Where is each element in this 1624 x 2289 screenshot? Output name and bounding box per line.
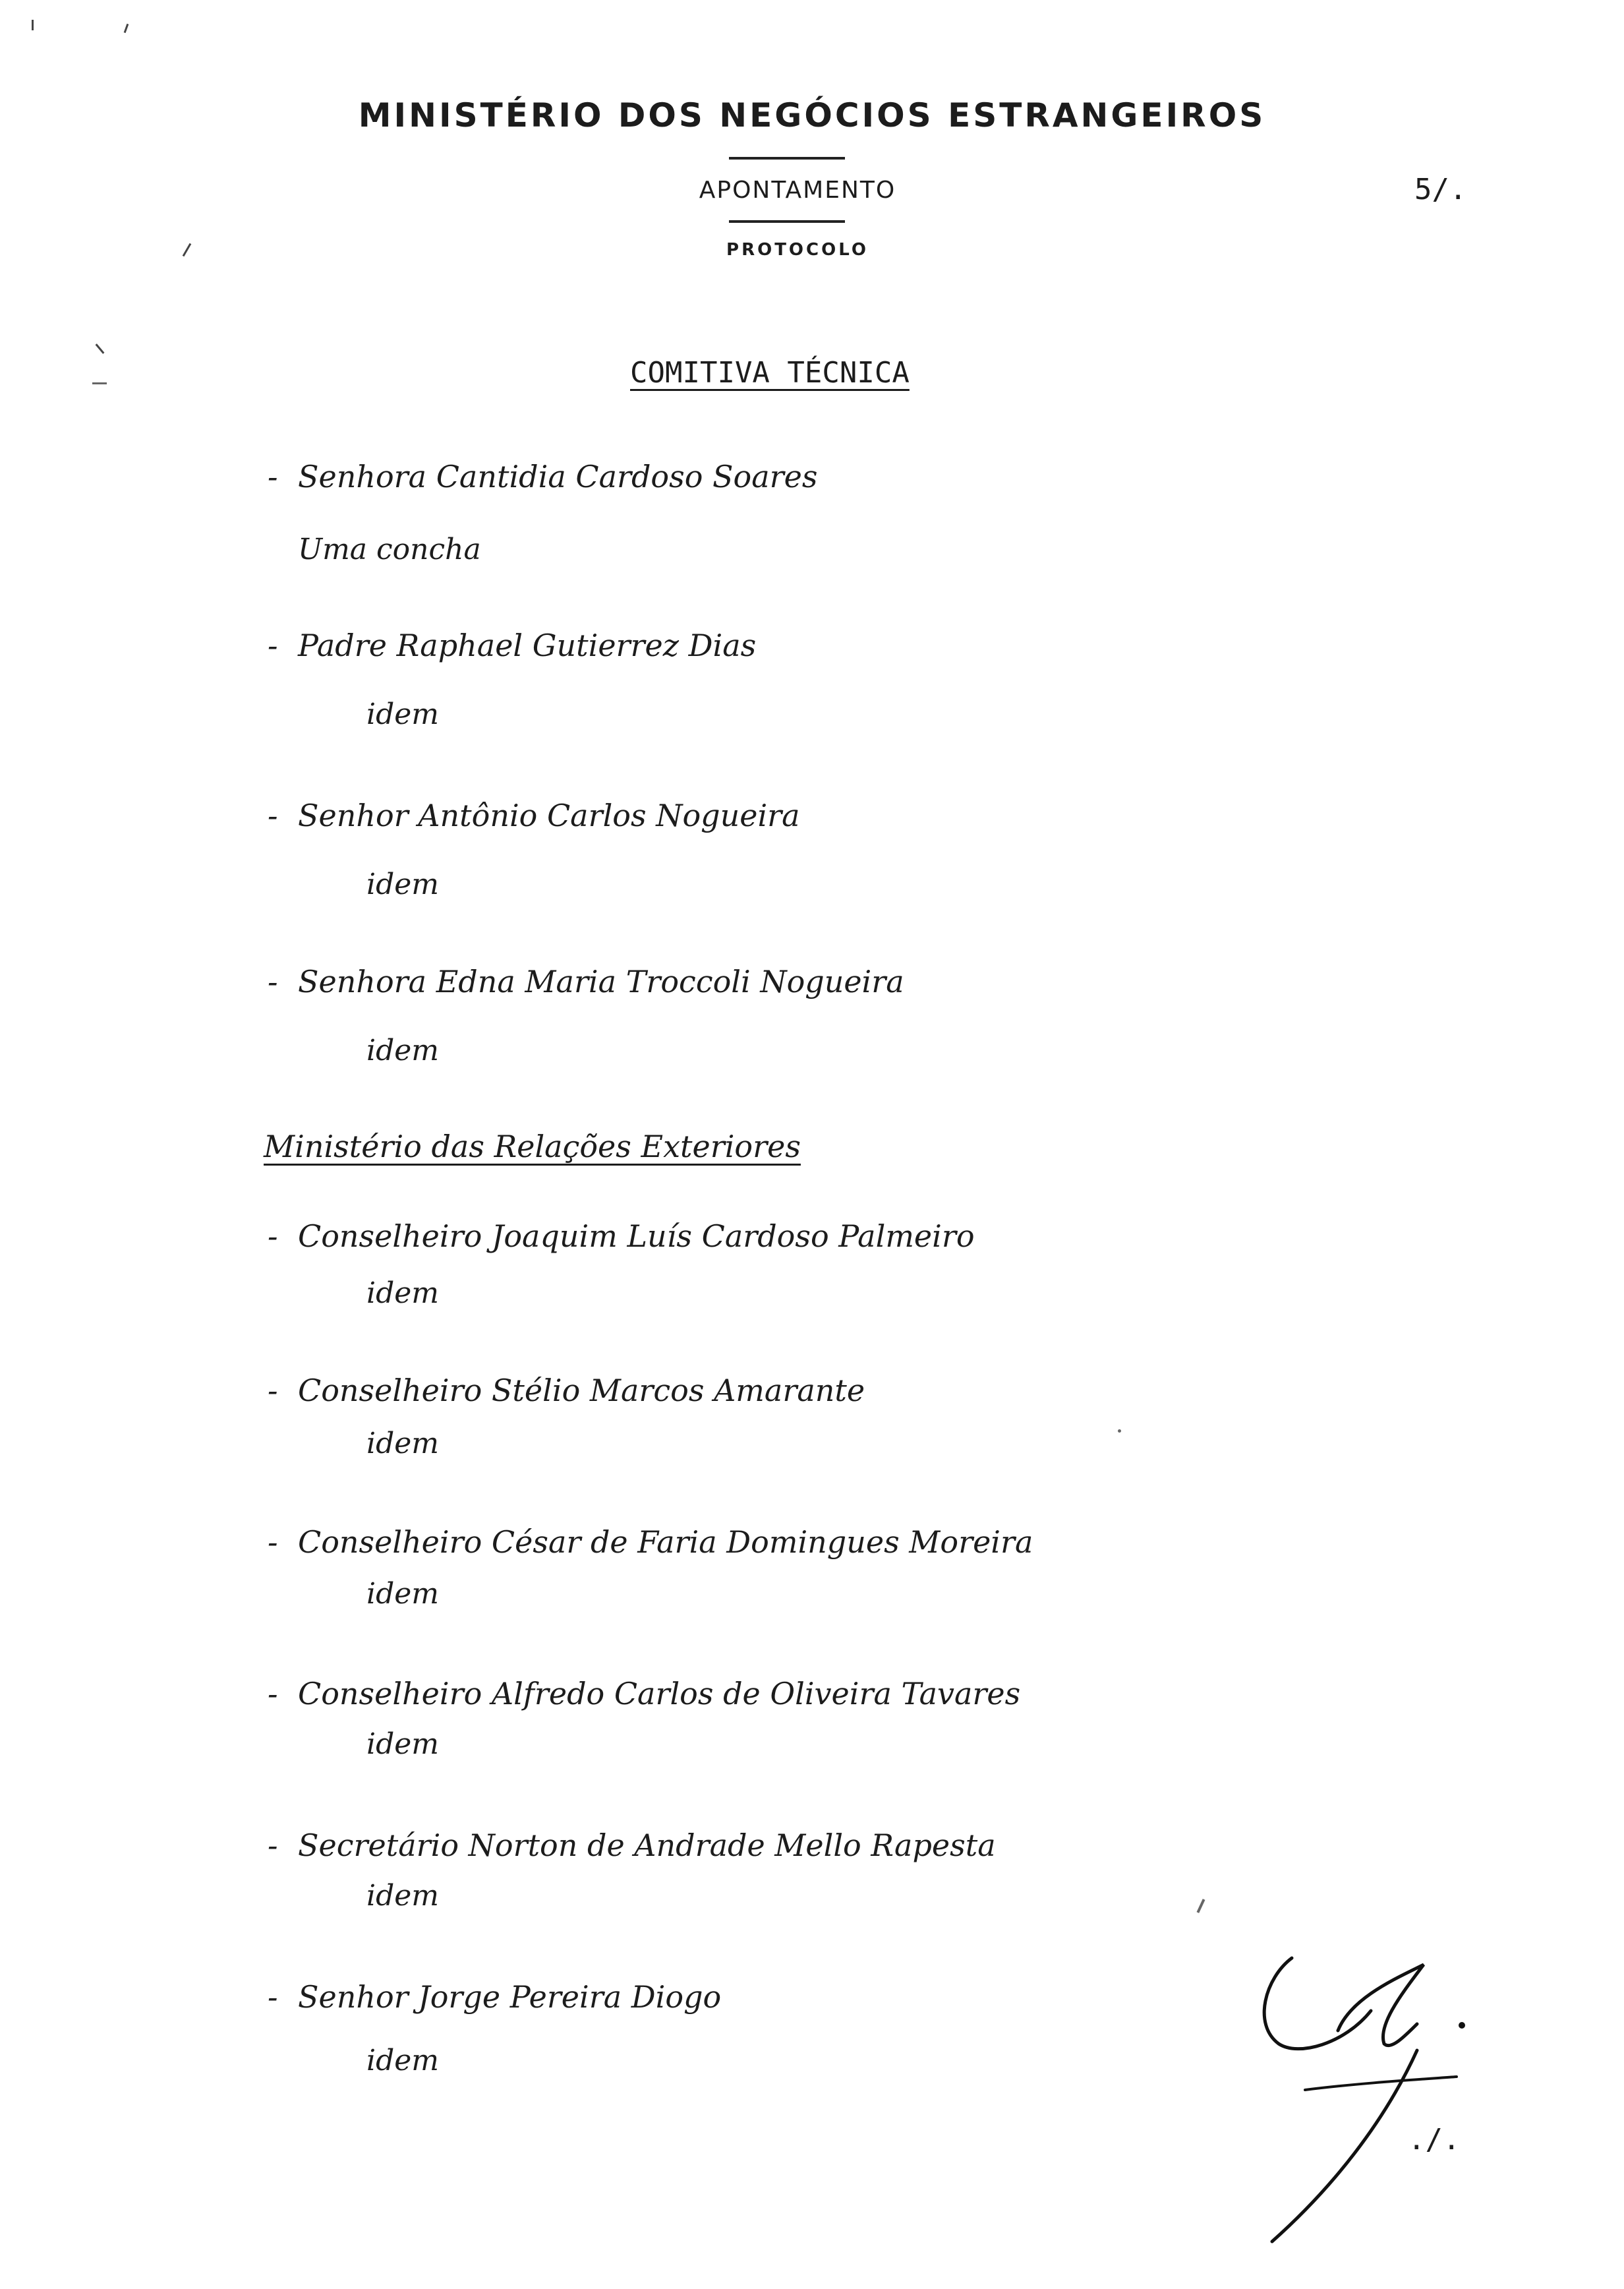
entry-detail: idem [366,2044,439,2077]
list-item [268,1676,1020,1711]
scan-speck [1197,1899,1205,1913]
list-item [268,1979,721,2015]
scan-mark [183,243,192,257]
scan-mark [32,20,34,30]
ministry-title: MINISTÉRIO DOS NEGÓCIOS ESTRANGEIROS [358,96,1266,134]
entry-name: Conselheiro César de Faria Domingues Moreira [298,1524,1033,1560]
entry-detail: idem [366,1034,439,1067]
list-dash: - [268,1828,278,1863]
section-title: COMITIVA TÉCNICA [630,356,910,390]
subheading: Ministério das Relações Exteriores [264,1129,801,1164]
entry-name: Secretário Norton de Andrade Mello Rapesta [298,1828,996,1863]
entry-detail: Uma concha [298,533,481,566]
entry-name: Senhora Edna Maria Troccoli Nogueira [298,964,904,999]
scan-mark [96,343,105,354]
list-dash: - [268,1218,278,1254]
entry-detail: idem [366,1577,439,1611]
list-dash: - [268,964,278,999]
list-dash: - [268,798,278,833]
entry-detail: idem [366,868,439,901]
entry-name: Conselheiro Stélio Marcos Amarante [298,1373,865,1408]
entry-name: Senhora Cantidia Cardoso Soares [298,459,818,494]
entry-name: Senhor Antônio Carlos Nogueira [298,798,800,833]
entry-name: Conselheiro Alfredo Carlos de Oliveira Tavares [298,1676,1021,1711]
list-item [268,459,818,494]
list-item [268,628,756,663]
list-item [268,798,800,833]
entry-detail: idem [366,1276,439,1310]
entry-name: Padre Raphael Gutierrez Dias [298,628,757,663]
list-dash: - [268,1373,278,1408]
header-rule-bottom [729,220,845,223]
entry-name: Senhor Jorge Pereira Diogo [298,1979,722,2015]
list-dash: - [268,628,278,663]
list-dash: - [268,1524,278,1560]
entry-detail: idem [366,698,439,731]
list-item [268,1524,1033,1560]
handwritten-signature [1252,1951,1529,2255]
page-number: 5/. [1414,173,1467,206]
scan-mark [124,24,129,33]
list-item [268,1828,996,1863]
list-dash: - [268,1979,278,2015]
list-dash: - [268,1676,278,1711]
entry-detail: idem [366,1427,439,1460]
entry-detail: idem [366,1727,439,1761]
list-item [268,1373,865,1408]
department-label: PROTOCOLO [726,240,869,260]
list-dash: - [268,459,278,494]
list-item [268,1218,975,1254]
document-type: APONTAMENTO [699,177,896,204]
list-item [268,964,904,999]
scan-speck [92,382,107,384]
entry-name: Conselheiro Joaquim Luís Cardoso Palmeiro [298,1218,975,1254]
entry-detail: idem [366,1879,439,1913]
header-rule-top [729,157,845,160]
scan-speck [1118,1429,1121,1433]
continuation-mark: ./. [1408,2123,1461,2156]
